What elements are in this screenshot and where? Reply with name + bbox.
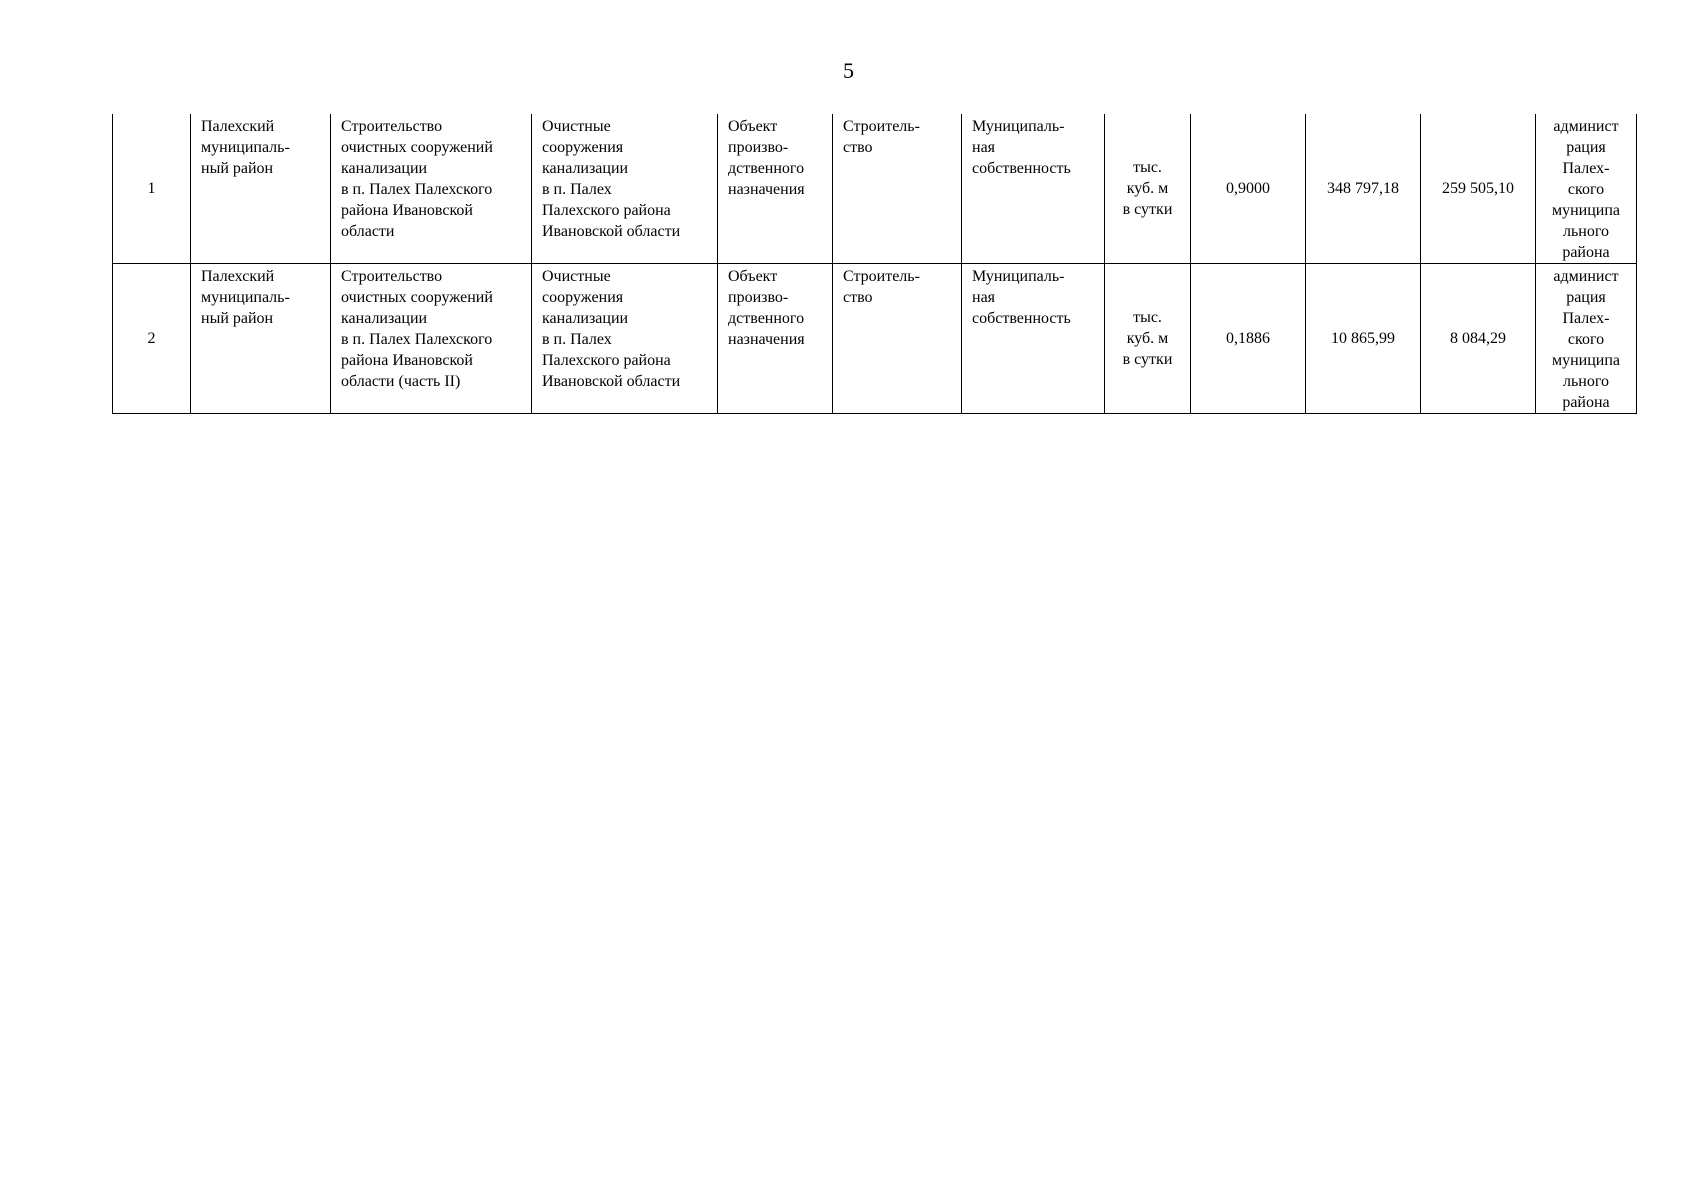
total-cost-cell: 348 797,18: [1306, 114, 1421, 264]
municipality-cell: Палехский муниципаль- ный район: [191, 264, 331, 414]
object-cell: Очистные сооружения канализации в п. Палех Палехского района Ивановской области: [532, 264, 718, 414]
work-type-cell: Строитель- ство: [833, 114, 962, 264]
subsidy-cell: 8 084,29: [1421, 264, 1536, 414]
project-cell: Строительство очистных сооружений канализации в п. Палех Палехского района Ивановской области (часть II): [331, 264, 532, 414]
work-type-cell: Строитель- ство: [833, 264, 962, 414]
object-type-cell: Объект произво- дственного назначения: [718, 114, 833, 264]
row-number: 2: [113, 264, 191, 414]
project-cell: Строительство очистных сооружений канализации в п. Палех Палехского района Ивановской области: [331, 114, 532, 264]
customer-cell: админист рация Палех- ского муниципа льного района: [1536, 114, 1637, 264]
table-row: [113, 264, 1637, 414]
ownership-cell: Муниципаль- ная собственность: [962, 264, 1105, 414]
page-number: 5: [843, 58, 854, 83]
ownership-cell: Муниципаль- ная собственность: [962, 114, 1105, 264]
unit-cell: тыс. куб. м в сутки: [1105, 114, 1191, 264]
investment-table: [112, 114, 1637, 414]
object-cell: Очистные сооружения канализации в п. Палех Палехского района Ивановской области: [532, 114, 718, 264]
table-row: [113, 114, 1637, 264]
unit-cell: тыс. куб. м в сутки: [1105, 264, 1191, 414]
total-cost-cell: 10 865,99: [1306, 264, 1421, 414]
row-number: 1: [113, 114, 191, 264]
municipality-cell: Палехский муниципаль- ный район: [191, 114, 331, 264]
capacity-cell: 0,9000: [1191, 114, 1306, 264]
capacity-cell: 0,1886: [1191, 264, 1306, 414]
object-type-cell: Объект произво- дственного назначения: [718, 264, 833, 414]
subsidy-cell: 259 505,10: [1421, 114, 1536, 264]
customer-cell: админист рация Палех- ского муниципа льного района: [1536, 264, 1637, 414]
